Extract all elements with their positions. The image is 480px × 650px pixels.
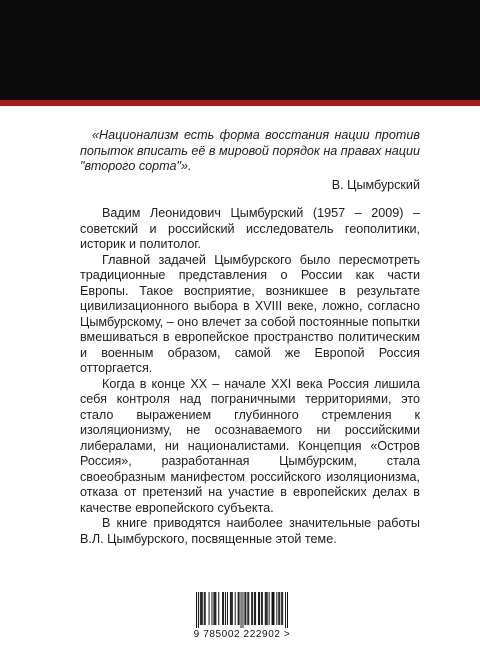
barcode-bar	[202, 592, 203, 625]
barcode-bar	[247, 592, 248, 625]
barcode-bar	[252, 592, 253, 625]
barcode-bar	[196, 592, 197, 628]
barcode-bar	[265, 592, 266, 625]
barcode-bar	[273, 592, 274, 625]
barcode-bar	[200, 592, 201, 625]
barcode-bar	[245, 592, 246, 625]
barcode-bar	[258, 592, 259, 625]
annotation-paragraph-2: Главной задачей Цымбурского было пересмотреть традиционные представления о России как части Европы. Такое восприятие, возникшее в результате цивилизационного выбора в XVIII веке, ложно, согласно Цымбурскому, – оно влечет за собой постоянные попытки вмешиваться в европейское пространство политическим и военным образом, самой же Европой Россия отторгается.	[80, 252, 420, 375]
barcode-bar	[267, 592, 268, 625]
barcode-bar	[262, 592, 263, 625]
barcode-bar	[214, 592, 215, 625]
top-black-band	[0, 0, 480, 100]
barcode-bar	[242, 592, 243, 628]
barcode-bar	[269, 592, 270, 625]
barcode-bar	[239, 592, 240, 625]
barcode-bar	[231, 592, 232, 625]
barcode-bar	[248, 592, 249, 625]
barcode-bar	[287, 592, 288, 628]
isbn-barcode	[192, 590, 292, 642]
barcode-bar	[251, 592, 252, 625]
barcode-bar	[255, 592, 256, 625]
barcode-bar	[235, 592, 236, 625]
barcode-bar	[209, 592, 210, 625]
barcode-bar	[261, 592, 262, 625]
barcode-bar	[276, 592, 277, 625]
barcode-bar	[227, 592, 228, 625]
barcode-bar	[225, 592, 226, 625]
barcode-bar	[278, 592, 279, 625]
annotation-paragraph-4: В книге приводятся наиболее значительные работы В.Л. Цымбурского, посвященные этой теме.	[80, 516, 420, 546]
barcode-bar	[211, 592, 212, 625]
barcode-bar	[223, 592, 224, 625]
annotation-paragraph-1: Вадим Леонидович Цымбурский (1957 – 2009) – советский и российский исследователь геополитики, историк и политолог.	[80, 206, 420, 251]
barcode-bar	[213, 592, 214, 625]
red-accent-rule	[0, 100, 480, 106]
barcode-bar	[238, 592, 239, 625]
isbn-number: 9 785002 222902 >	[193, 629, 291, 640]
barcode-bar	[201, 592, 202, 625]
barcode-bar	[198, 592, 199, 628]
barcode-bar	[222, 592, 223, 625]
annotation-paragraph-3: Когда в конце XX – начале XXI века Россия лишила себя контроля над пограничными территориями, это стало выражением глубинного стремления к изоляционизму, не осознаваемого ни российскими либералами, ни националистами. Концепция «Остров Россия», разработанная Цымбурским, стала своеобразным манифестом российского изоляционизма, отказа от претензий на участие в европейских делах в качестве европейского субъекта.	[80, 376, 420, 515]
barcode-bar	[273, 592, 274, 625]
barcode-bar	[266, 592, 267, 625]
barcode-bar	[244, 592, 245, 625]
barcode-bar	[272, 592, 273, 625]
barcode-bar	[230, 592, 231, 625]
annotation-text	[80, 128, 420, 547]
barcode-bar	[285, 592, 286, 628]
barcode-bar	[259, 592, 260, 625]
barcode-bar	[279, 592, 280, 625]
barcode-bar	[204, 592, 205, 625]
barcode-bar	[205, 592, 206, 625]
barcode-bar	[218, 592, 219, 625]
barcode-bar	[215, 592, 216, 625]
barcode-bar	[282, 592, 283, 625]
barcode-bar	[281, 592, 282, 625]
barcode-bars	[196, 592, 288, 628]
barcode-bar	[232, 592, 233, 625]
barcode-bar	[254, 592, 255, 625]
epigraph-author: В. Цымбурский	[331, 177, 420, 192]
barcode-bar	[241, 592, 242, 628]
epigraph-quote: «Национализм есть форма восстания нации против попыток вписать её в мировой порядок на правах нации "второго сорта"».	[80, 128, 420, 173]
